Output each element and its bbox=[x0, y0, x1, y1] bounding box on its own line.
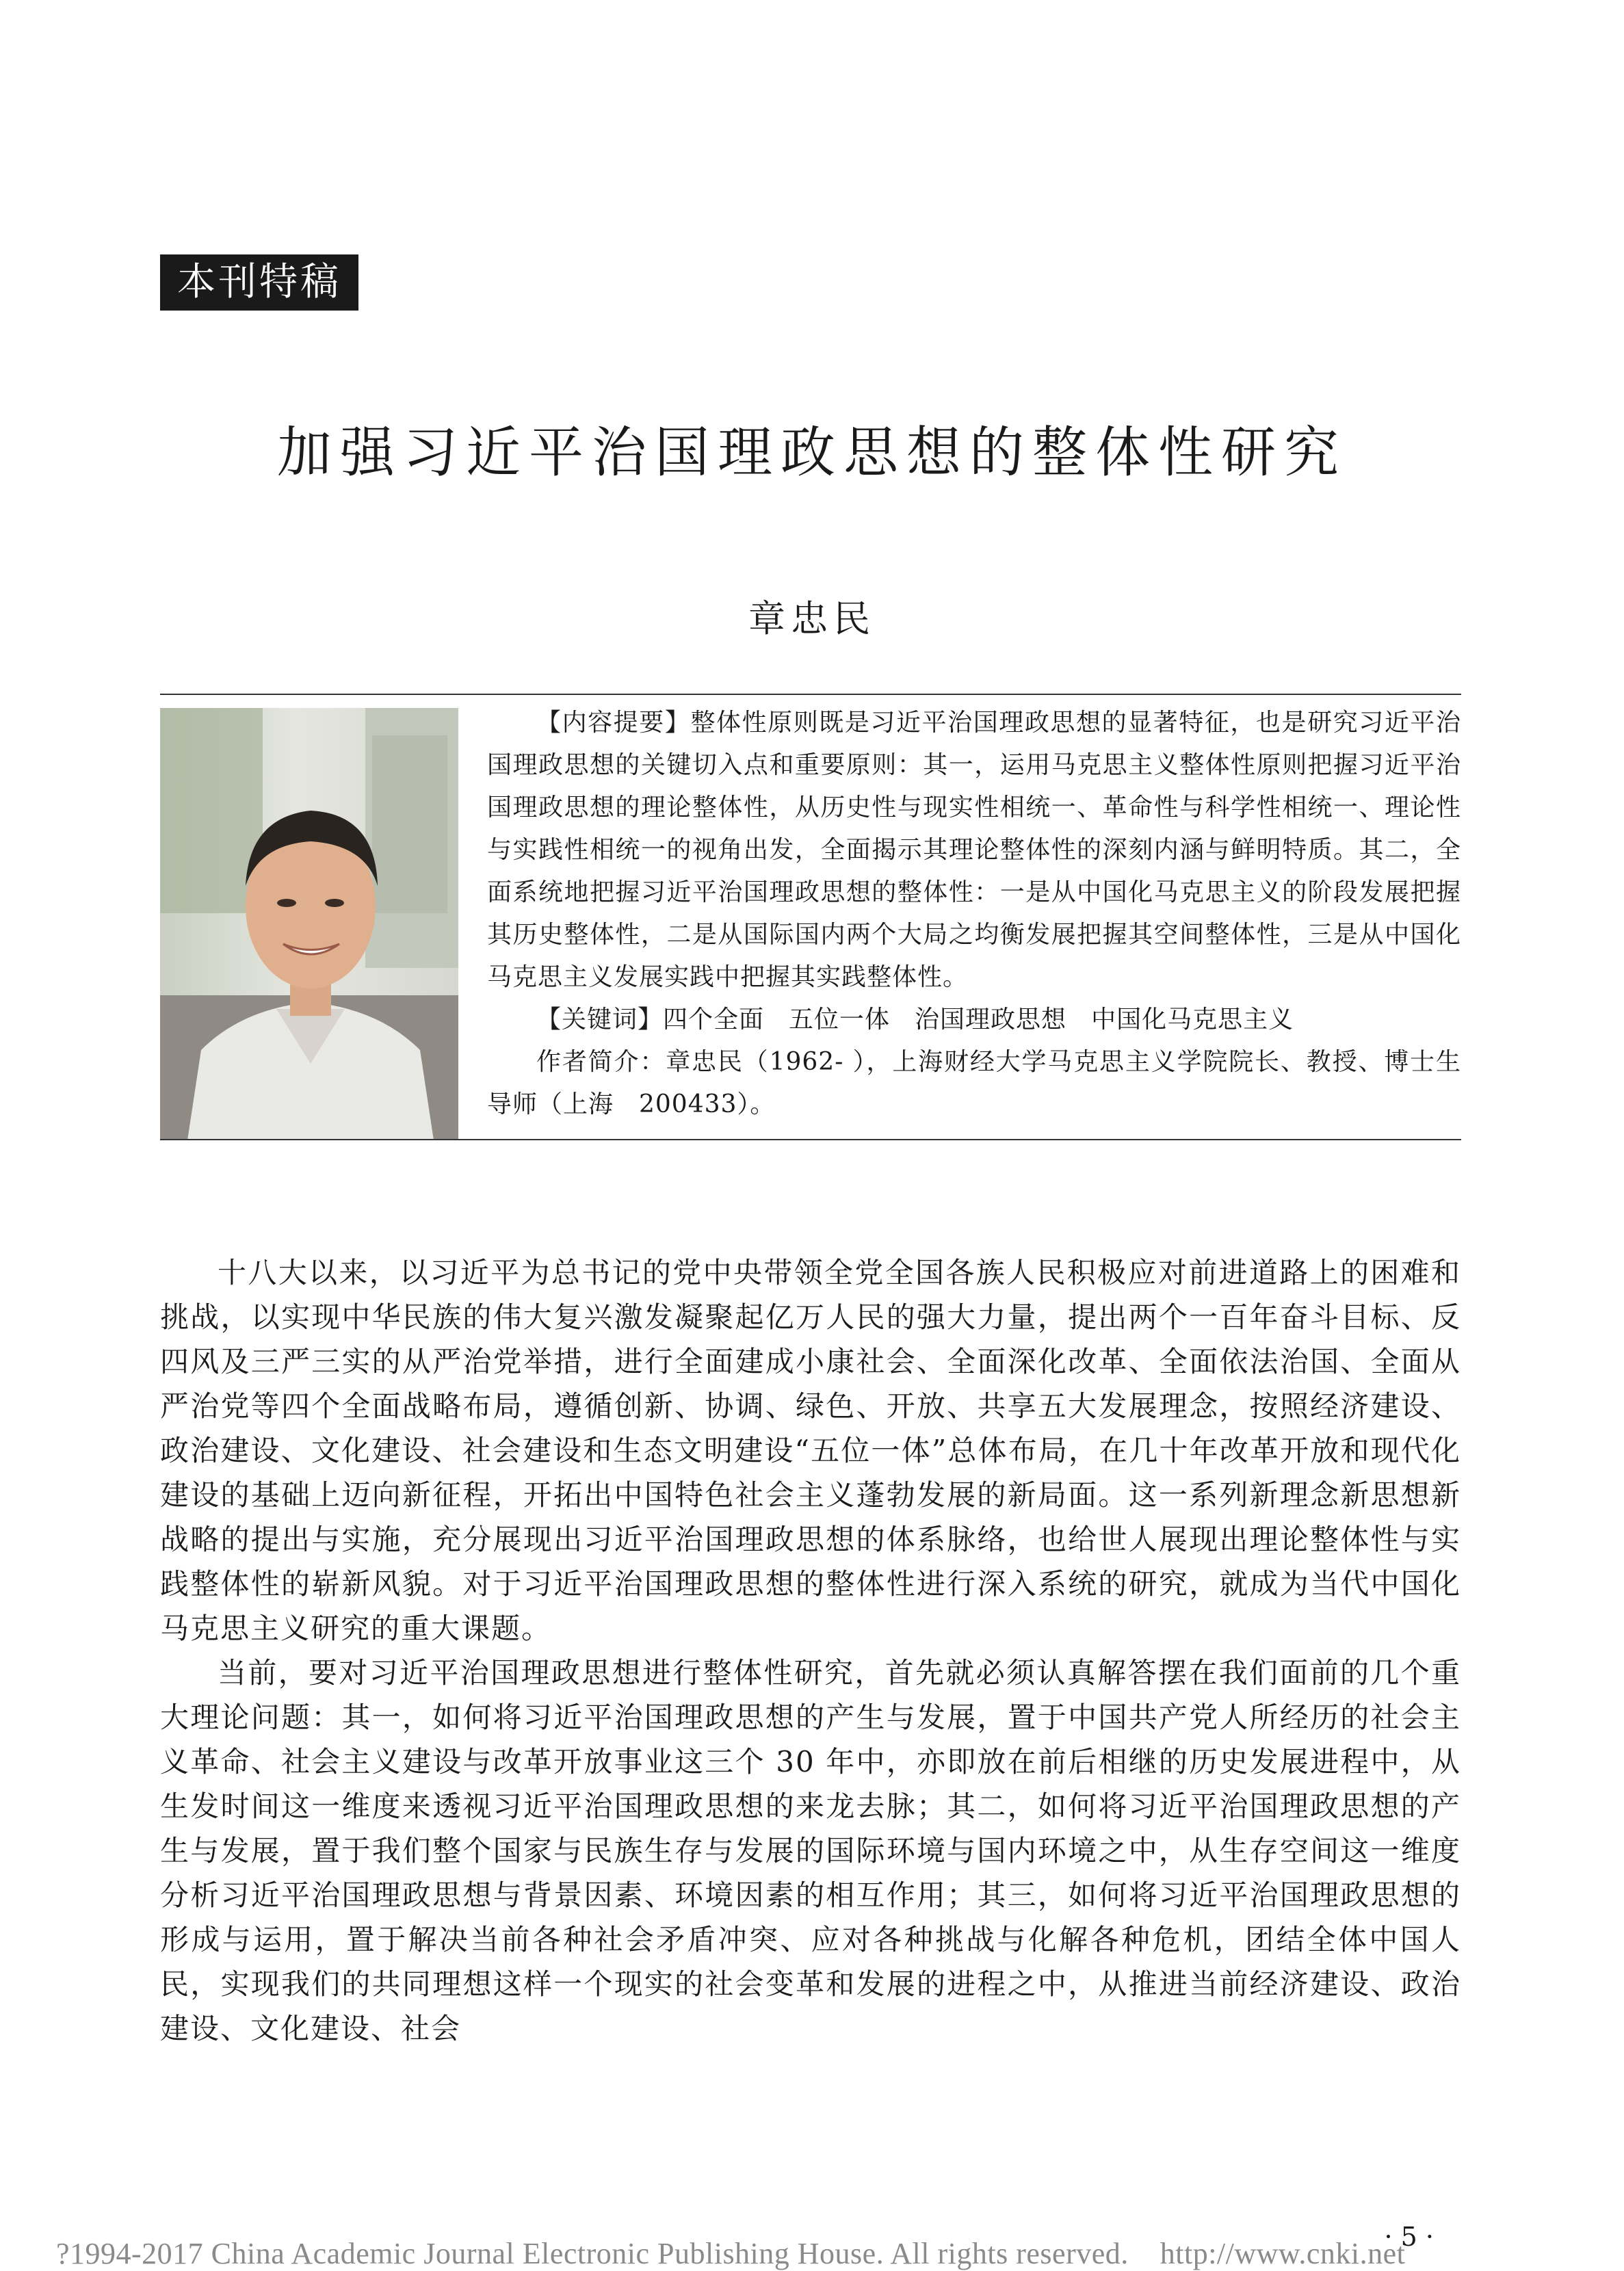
copyright-text: ?1994-2017 China Academic Journal Electronic Publishing House. All rights reserved. bbox=[56, 2237, 1129, 2270]
summary-text: 整体性原则既是习近平治国理政思想的显著特征，也是研究习近平治国理政思想的关键切入点和重要原则：其一，运用马克思主义整体性原则把握习近平治国理政思想的理论整体性，从历史性与现实性相统一、革命性与科学性相统一、理论性与实践性相统一的视角出发，全面揭示其理论整体性的深刻内涵与鲜明特质。其二，全面系统地把握习近平治国理政思想的整体性：一是从中国化马克思主义的阶段发展把握其历史整体性，二是从国际国内两个大局之均衡发展把握其空间整体性，三是从中国化马克思主义发展实践中把握其实践整体性。 bbox=[487, 709, 1461, 991]
abstract-bottom-rule bbox=[160, 1139, 1461, 1140]
abstract-keywords bbox=[487, 999, 1461, 1041]
keyword: 中国化马克思主义 bbox=[1091, 1006, 1294, 1034]
keyword: 四个全面 bbox=[663, 1006, 765, 1034]
section-tag: 本刊特稿 bbox=[160, 254, 358, 311]
abstract-block bbox=[487, 702, 1461, 1126]
keyword: 治国理政思想 bbox=[915, 1006, 1067, 1034]
page-number: · 5 · bbox=[1384, 2222, 1434, 2252]
footer-url[interactable]: http://www.cnki.net bbox=[1160, 2237, 1406, 2270]
copyright-footer bbox=[56, 2237, 1561, 2271]
abstract-summary bbox=[487, 702, 1461, 999]
body-paragraph: 当前，要对习近平治国理政思想进行整体性研究，首先就必须认真解答摆在我们面前的几个重大理论问题：其一，如何将习近平治国理政思想的产生与发展，置于中国共产党人所经历的社会主义革命、社会主义建设与改革开放事业这三个 30 年中，亦即放在前后相继的历史发展进程中，从生发时间这一维度来透视习近平治国理政思想的来龙去脉；其二，如何将习近平治国理政思想的产生与发展，置于我们整个国家与民族生存与发展的国际环境与国内环境之中，从生存空间这一维度分析习近平治国理政思想与背景因素、环境因素的相互作用；其三，如何将习近平治国理政思想的形成与运用，置于解决当前各种社会矛盾冲突、应对各种挑战与化解各种危机，团结全体中国人民，实现我们的共同理想这样一个现实的社会变革和发展的进程之中，从推进当前经济建设、政治建设、文化建设、社会 bbox=[160, 1656, 1461, 2045]
keyword: 五位一体 bbox=[789, 1006, 891, 1034]
keywords-label: 【关键词】 bbox=[536, 1006, 664, 1034]
summary-label: 【内容提要】 bbox=[536, 709, 691, 737]
author-photo bbox=[160, 708, 458, 1140]
body-paragraph: 十八大以来，以习近平为总书记的党中央带领全党全国各族人民积极应对前进道路上的困难和挑战，以实现中华民族的伟大复兴激发凝聚起亿万人民的强大力量，提出两个一百年奋斗目标、反四风及三严三实的从严治党举措，进行全面建成小康社会、全面深化改革、全面依法治国、全面从严治党等四个全面战略布局，遵循创新、协调、绿色、开放、共享五大发展理念，按照经济建设、政治建设、文化建设、社会建设和生态文明建设“五位一体”总体布局，在几十年改革开放和现代化建设的基础上迈向新征程，开拓出中国特色社会主义蓬勃发展的新局面。这一系列新理念新思想新战略的提出与实施，充分展现出习近平治国理政思想的体系脉络，也给世人展现出理论整体性与实践整体性的崭新风貌。对于习近平治国理政思想的整体性进行深入系统的研究，就成为当代中国化马克思主义研究的重大课题。 bbox=[160, 1256, 1461, 1645]
author-name: 章忠民 bbox=[748, 597, 876, 640]
author-bio: 作者简介：章忠民（1962- ），上海财经大学马克思主义学院院长、教授、博士生导师（上海 200433）。 bbox=[487, 1048, 1461, 1118]
article-title: 加强习近平治国理政思想的整体性研究 bbox=[277, 421, 1347, 484]
abstract-top-rule bbox=[160, 694, 1461, 695]
article-body bbox=[160, 1250, 1461, 2051]
